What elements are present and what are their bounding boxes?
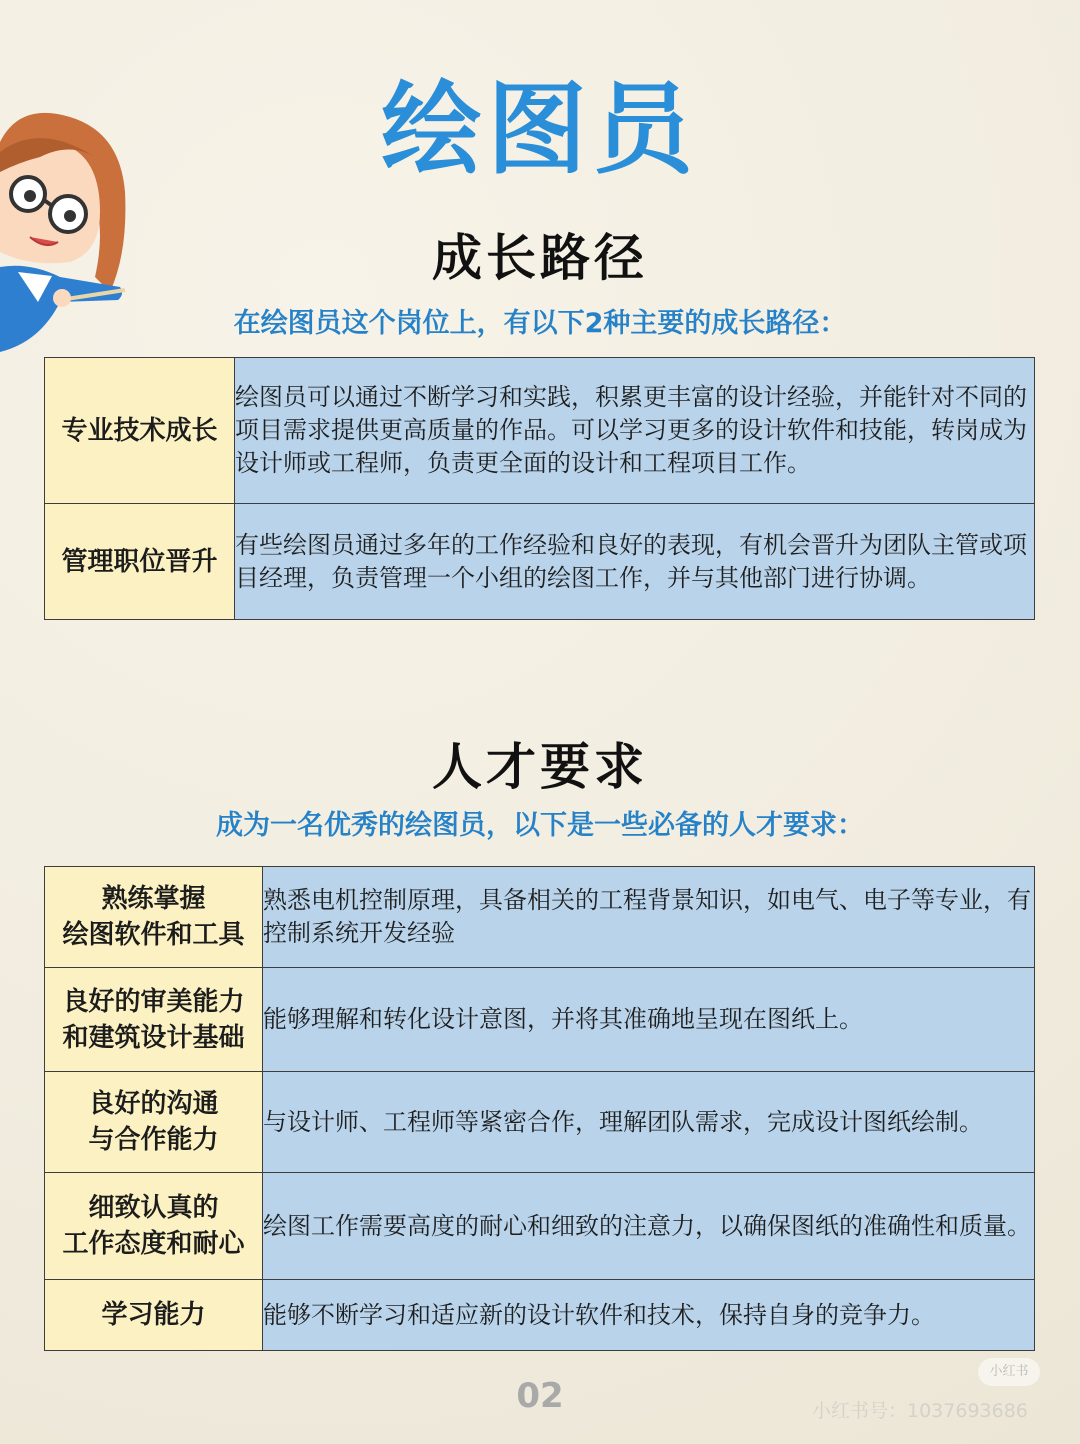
- table-row: [45, 504, 1035, 620]
- table-row: [45, 968, 1035, 1072]
- row-label: [45, 1072, 263, 1173]
- row-description: 绘图工作需要高度的耐心和细致的注意力，以确保图纸的准确性和质量。: [263, 1173, 1035, 1280]
- row-label-line: 与合作能力: [88, 1125, 219, 1155]
- row-description: 绘图员可以通过不断学习和实践，积累更丰富的设计经验，并能针对不同的项目需求提供更高质量的作品。可以学习更多的设计软件和技能，转岗成为设计师或工程师，负责更全面的设计和工程项目工作。: [235, 358, 1035, 504]
- talent-requirements-subtitle: 成为一名优秀的绘图员，以下是一些必备的人才要求：: [216, 810, 864, 841]
- row-label-line: 良好的审美能力: [62, 986, 245, 1017]
- row-label: 专业技术成长: [45, 358, 235, 504]
- row-label-line: 熟练掌握: [101, 884, 206, 914]
- row-label-line: 和建筑设计基础: [62, 1022, 245, 1053]
- talent-requirements-heading: 人才要求: [432, 738, 648, 796]
- page-number: 02: [516, 1376, 564, 1416]
- growth-path-subtitle: 在绘图员这个岗位上，有以下2种主要的成长路径：: [233, 308, 847, 339]
- row-description: 能够理解和转化设计意图，并将其准确地呈现在图纸上。: [263, 968, 1035, 1072]
- table-row: [45, 867, 1035, 968]
- watermark-text: 小红书号：1037693686: [812, 1400, 1028, 1422]
- table-row: [45, 1072, 1035, 1173]
- talent-requirements-table: [44, 866, 1035, 1351]
- row-description: 有些绘图员通过多年的工作经验和良好的表现，有机会晋升为团队主管或项目经理，负责管理一个小组的绘图工作，并与其他部门进行协调。: [235, 504, 1035, 620]
- row-label: [45, 1280, 263, 1351]
- row-label: [45, 1173, 263, 1280]
- table-row: [45, 358, 1035, 504]
- row-label-line: 良好的沟通: [88, 1089, 219, 1119]
- table-row: [45, 1173, 1035, 1280]
- growth-path-table: [44, 357, 1035, 620]
- row-label: 管理职位晋升: [45, 504, 235, 620]
- growth-path-heading: 成长路径: [432, 229, 648, 287]
- row-label-line: 工作态度和耐心: [62, 1229, 245, 1259]
- page-title: 绘图员: [381, 71, 699, 188]
- watermark-badge: 小红书: [978, 1358, 1040, 1386]
- table-row: [45, 1280, 1035, 1351]
- row-description: 能够不断学习和适应新的设计软件和技术，保持自身的竞争力。: [263, 1280, 1035, 1351]
- row-label-line: 细致认真的: [88, 1193, 219, 1223]
- row-description: 与设计师、工程师等紧密合作，理解团队需求，完成设计图纸绘制。: [263, 1072, 1035, 1173]
- row-label-line: 绘图软件和工具: [62, 920, 245, 950]
- row-description: 熟悉电机控制原理，具备相关的工程背景知识，如电气、电子等专业，有控制系统开发经验: [263, 867, 1035, 968]
- row-label: [45, 968, 263, 1072]
- row-label: [45, 867, 263, 968]
- row-label-line: 学习能力: [101, 1300, 206, 1330]
